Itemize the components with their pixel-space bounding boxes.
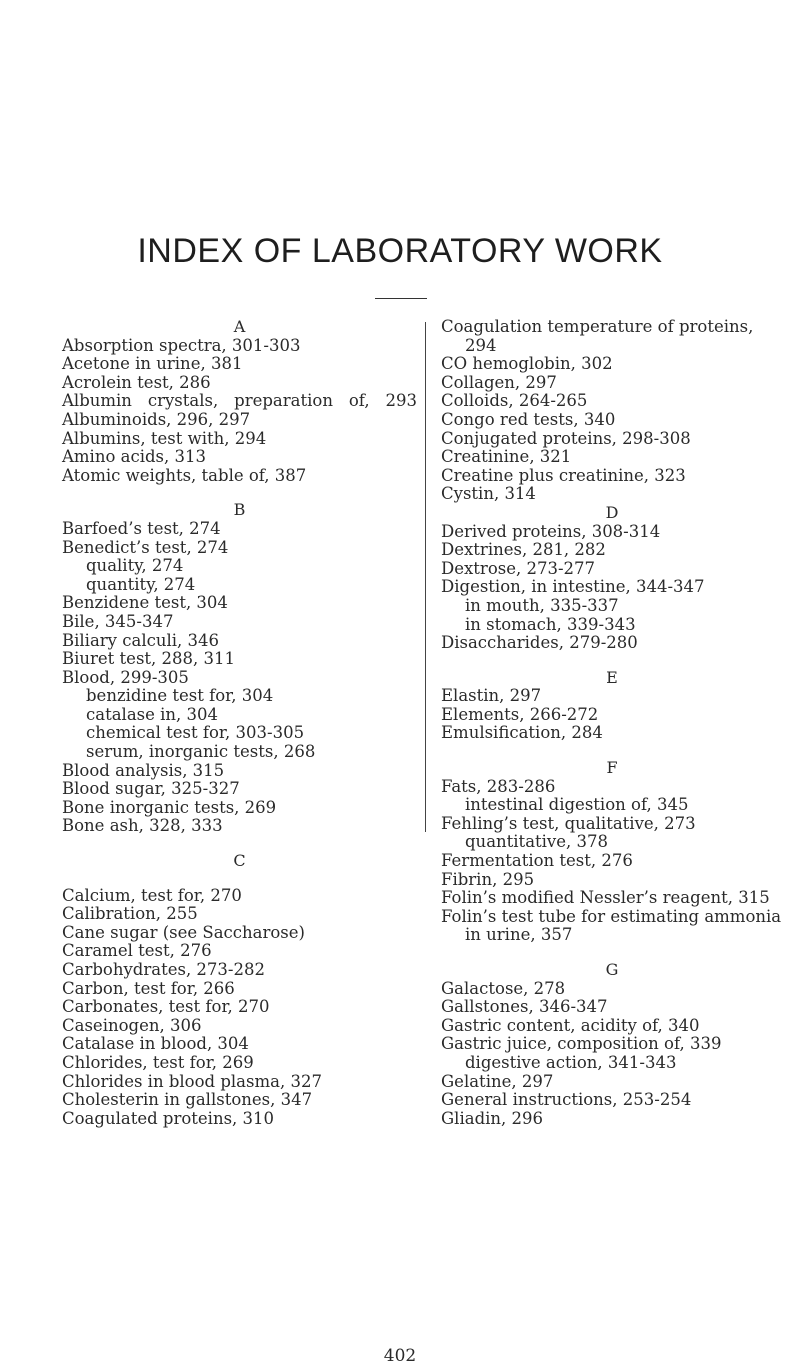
section-letter: F [606, 758, 618, 778]
index-entry: Cystin, 314 [441, 484, 536, 504]
index-entry: Biliary calculi, 346 [62, 630, 220, 650]
index-entry: Creatinine, 321 [441, 447, 572, 467]
index-entry: Catalase in blood, 304 [62, 1034, 249, 1054]
index-subentry: serum, inorganic tests, 268 [86, 742, 316, 762]
index-entry: Barfoed’s test, 274 [62, 518, 221, 538]
index-entry: Coagulated proteins, 310 [62, 1108, 275, 1128]
spacer [441, 945, 783, 961]
title-rule [375, 298, 427, 299]
index-entry: Benzidene test, 304 [62, 593, 228, 613]
index-entry: Bile, 345-347 [62, 611, 174, 631]
section-letter: A [233, 317, 246, 336]
index-entry: Biuret test, 288, 311 [62, 649, 236, 669]
index-entry: Cane sugar (see Saccharose) [62, 922, 305, 942]
index-entry: Elastin, 297 [441, 686, 542, 706]
index-entry: Benedict’s test, 274 [62, 537, 229, 557]
index-entry: Gelatine, 297 [441, 1071, 554, 1091]
index-entry: Congo red tests, 340 [441, 409, 616, 429]
index-entry: Fibrin, 295 [441, 869, 535, 889]
index-entry: Emulsification, 284 [441, 723, 603, 743]
index-entry: Calcium, test for, 270 [62, 885, 242, 905]
index-entry: CO hemoglobin, 302 [441, 354, 613, 374]
index-entry: Collagen, 297 [441, 372, 557, 392]
section-letter: D [605, 502, 619, 522]
index-entry: Carbonates, test for, 270 [62, 997, 270, 1017]
index-entry: Carbon, test for, 266 [62, 978, 235, 998]
spacer [62, 836, 417, 852]
index-subentry: quantitative, 378 [465, 832, 609, 852]
index-entry: Carbohydrates, 273-282 [62, 960, 265, 979]
index-subentry: in stomach, 339-343 [465, 614, 636, 634]
spacer [441, 653, 783, 669]
index-entry: Coagulation temperature of proteins, 294 [441, 317, 754, 355]
index-subentry: benzidine test for, 304 [86, 686, 274, 706]
section-letter: C [233, 851, 246, 871]
index-entry: Acetone in urine, 381 [62, 354, 243, 374]
index-entry: Elements, 266-272 [441, 704, 599, 724]
index-entry: Chlorides, test for, 269 [62, 1052, 254, 1072]
index-entry: Dextrose, 273-277 [441, 558, 596, 578]
index-entry: Caramel test, 276 [62, 941, 212, 961]
right-column [441, 318, 783, 1128]
index-entry: Absorption spectra, 301-303 [62, 335, 301, 355]
index-entry: Fats, 283-286 [441, 776, 556, 796]
page-title: INDEX OF LABORATORY WORK [137, 232, 663, 270]
index-entry: Derived proteins, 308-314 [441, 521, 661, 541]
index-entry: Acrolein test, 286 [62, 372, 211, 392]
index-entry: Albumin crystals, preparation of, 293 [62, 391, 417, 411]
index-subentry: in mouth, 335-337 [465, 595, 619, 615]
index-entry: General instructions, 253-254 [441, 1090, 692, 1110]
index-subentry: chemical test for, 303-305 [86, 723, 305, 743]
index-entry: Creatine plus creatinine, 323 [441, 465, 686, 485]
index-entry: Bone inorganic tests, 269 [62, 797, 277, 817]
index-entry: Atomic weights, table of, 387 [62, 465, 307, 485]
index-entry: Disaccharides, 279-280 [441, 633, 638, 653]
index-entry: Galactose, 278 [441, 978, 566, 998]
index-entry: Gliadin, 296 [441, 1108, 544, 1128]
spacer [62, 871, 417, 887]
spacer [441, 743, 783, 759]
index-entry: Fehling’s test, qualitative, 273 [441, 813, 696, 833]
left-column [62, 318, 417, 1128]
index-entry: Folin’s test tube for estimating ammonia in urine, 357 [441, 906, 782, 945]
index-entry: Gallstones, 346-347 [441, 997, 608, 1017]
index-entry: Chlorides in blood plasma, 327 [62, 1071, 322, 1091]
index-entry: Albumins, test with, 294 [62, 428, 267, 448]
page-number: 402 [383, 1346, 417, 1366]
index-entry: Fermentation test, 276 [441, 851, 633, 871]
section-letter: B [233, 500, 246, 520]
index-entry: Bone ash, 328, 333 [62, 816, 223, 836]
index-subentry: catalase in, 304 [86, 704, 219, 724]
section-letter: G [605, 960, 619, 979]
spacer [62, 485, 417, 501]
index-subentry: quantity, 274 [86, 574, 196, 594]
index-entry: Dextrines, 281, 282 [441, 540, 606, 560]
index-subentry: digestive action, 341-343 [465, 1052, 677, 1072]
index-entry: Albuminoids, 296, 297 [62, 409, 251, 429]
index-entry: Blood sugar, 325-327 [62, 779, 240, 799]
index-entry: Conjugated proteins, 298-308 [441, 428, 691, 448]
section-letter: E [606, 667, 618, 687]
index-entry: Blood, 299-305 [62, 667, 189, 687]
index-entry: Calibration, 255 [62, 904, 198, 924]
index-entry: Colloids, 264-265 [441, 391, 588, 411]
index-entry: Cholesterin in gallstones, 347 [62, 1090, 313, 1110]
column-divider [425, 322, 426, 832]
index-subentry: intestinal digestion of, 345 [465, 795, 689, 815]
index-entry: Folin’s modified Nessler’s reagent, 315 [441, 888, 770, 908]
index-entry: Blood analysis, 315 [62, 760, 225, 780]
index-entry: Gastric content, acidity of, 340 [441, 1015, 700, 1035]
index-entry: Caseinogen, 306 [62, 1015, 202, 1035]
index-subentry: quality, 274 [86, 556, 184, 576]
index-entry: Gastric juice, composition of, 339 [441, 1034, 722, 1054]
index-entry: Amino acids, 313 [62, 447, 207, 467]
index-entry: Digestion, in intestine, 344-347 [441, 577, 705, 597]
